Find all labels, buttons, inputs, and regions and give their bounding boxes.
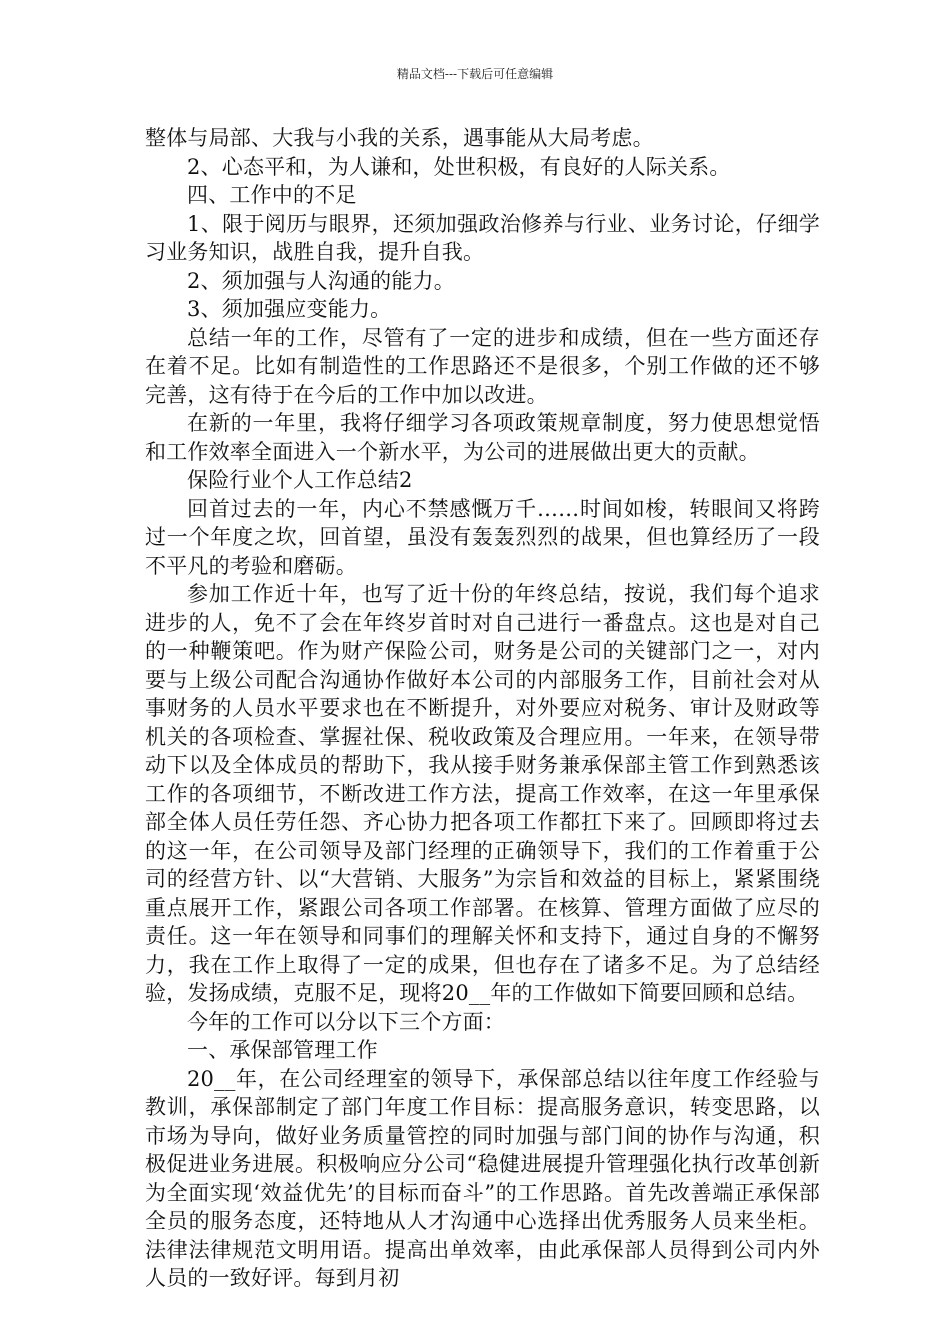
paragraph: 2、心态平和，为人谦和，处世积极，有良好的人际关系。 [187,154,731,179]
paragraph: 3、须加强应变能力。 [187,297,392,321]
paragraph: 在新的一年里，我将仔细学习各项政策规章制度，努力使思想觉悟和工作效率全面进入一个新水平，为公司的进展做出更大的贡献。 [145,411,820,464]
paragraph: 整体与局部、大我与小我的关系，遇事能从大局考虑。 [145,126,654,150]
page-header: 精品文档---下载后可任意编辑 [396,67,554,81]
document-body [145,124,820,1293]
paragraph: 20__年，在公司经理室的领导下，承保部总结以往年度工作经验与教训，承保部制定了部门年度工作目标：提高服务意识，转变思路，以市场为导向，做好业务质量管控的同时加强与部门间的协作与沟通，积极促进业务进展。积极响应分公司“稳健进展提升管理强化执行改革创新为全面实现‘效益优先’的目标而奋斗”的工作思路。首先改善端正承保部全员的服务态度，还特地从人才沟通中心选择出优秀服务人员来坐柜。法律法律规范文明用语。提高出单效率，由此承保部人员得到公司内外人员的一致好评。每到月初 [145,1066,820,1290]
paragraph: 总结一年的工作，尽管有了一定的进步和成绩，但在一些方面还存在着不足。比如有制造性的工作思路还不是很多，个别工作做的还不够完善，这有待于在今后的工作中加以改进。 [145,325,820,407]
paragraph: 2、须加强与人沟通的能力。 [187,268,455,293]
section-heading: 一、承保部管理工作 [187,1038,378,1062]
article-title: 保险行业个人工作总结2 [187,468,413,492]
paragraph: 回首过去的一年，内心不禁感慨万千……时间如梭，转眼间又将跨过一个年度之坎，回首望，虽没有轰轰烈烈的战果，但也算经历了一段不平凡的考验和磨砺。 [145,496,820,578]
paragraph: 今年的工作可以分以下三个方面： [187,1009,505,1034]
paragraph: 参加工作近十年，也写了近十份的年终总结，按说，我们每个追求进步的人，免不了会在年终岁首时对自己进行一番盘点。这也是对自己的一种鞭策吧。作为财产保险公司，财务是公司的关键部门之一，对内要与上级公司配合沟通协作做好本公司的内部服务工作，目前社会对从事财务的人员水平要求也在不断提升，对外要应对税务、审计及财政等机关的各项检查、掌握社保、税收政策及合理应用。一年来，在领导带动下以及全体成员的帮助下，我从接手财务兼承保部主管工作到熟悉该工作的各项细节，不断改进工作方法，提高工作效率，在这一年里承保部全体人员任劳任怨、齐心协力把各项工作都扛下来了。回顾即将过去的这一年，在公司领导及部门经理的正确领导下，我们的工作着重于公司的经营方针、以“大营销、大服务”为宗旨和效益的目标上，紧紧围绕重点展开工作，紧跟公司各项工作部署。在核算、管理方面做了应尽的责任。这一年在领导和同事们的理解关怀和支持下，通过自身的不懈努力，我在工作上取得了一定的成果，但也存在了诸多不足。为了总结经验，发扬成绩，克服不足，现将20__年的工作做如下简要回顾和总结。 [145,582,820,1005]
paragraph: 1、限于阅历与眼界，还须加强政治修养与行业、业务讨论，仔细学习业务知识，战胜自我，提升自我。 [145,211,820,264]
section-heading: 四、工作中的不足 [187,183,357,207]
